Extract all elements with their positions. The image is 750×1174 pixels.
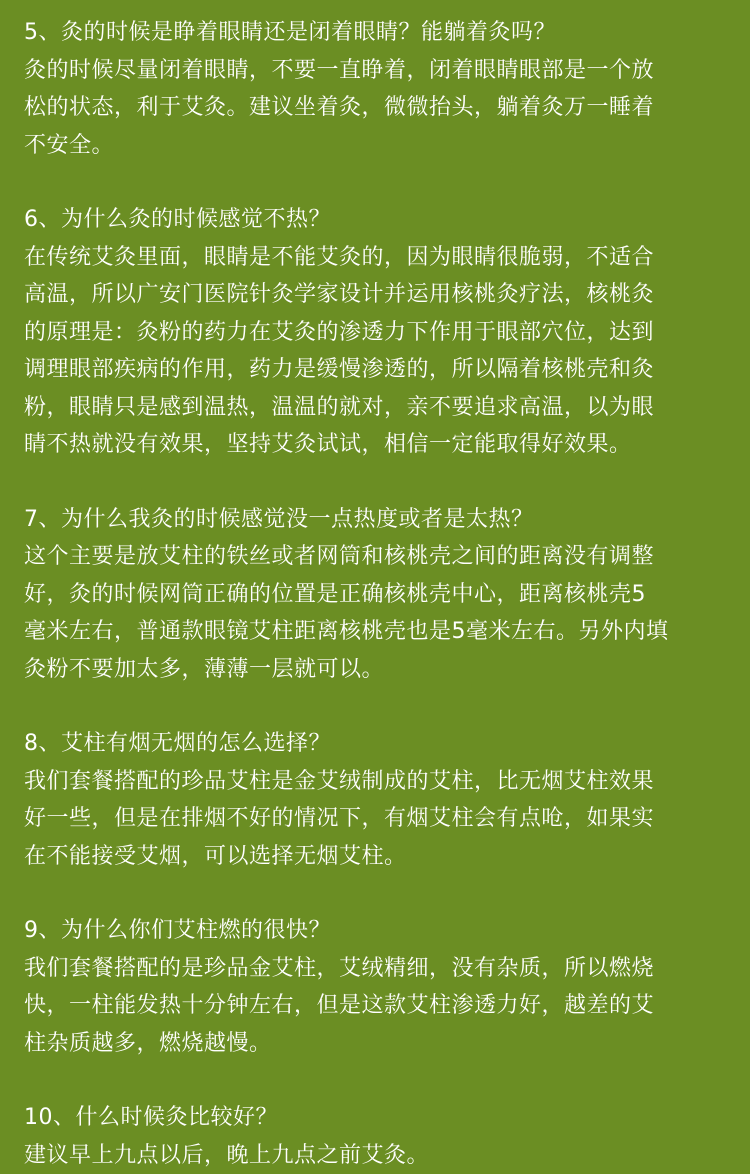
faq-item-8 <box>24 725 726 875</box>
faq-question: 6、为什么灸的时候感觉不热？ <box>24 201 726 239</box>
faq-item-5 <box>24 14 726 164</box>
faq-question: 9、为什么你们艾柱燃的很快？ <box>24 912 726 950</box>
faq-answer-line: 好一些，但是在排烟不好的情况下，有烟艾柱会有点呛，如果实 <box>24 800 726 838</box>
faq-answer-line: 好，灸的时候网筒正确的位置是正确核桃壳中心，距离核桃壳5 <box>24 576 726 614</box>
faq-answer-line: 我们套餐搭配的是珍品金艾柱，艾绒精细，没有杂质，所以燃烧 <box>24 950 726 988</box>
faq-answer-line: 这个主要是放艾柱的铁丝或者网筒和核桃壳之间的距离没有调整 <box>24 538 726 576</box>
faq-answer-line: 快，一柱能发热十分钟左右，但是这款艾柱渗透力好，越差的艾 <box>24 987 726 1025</box>
faq-answer-line: 灸的时候尽量闭着眼睛，不要一直睁着，闭着眼睛眼部是一个放 <box>24 52 726 90</box>
faq-answer-line: 建议早上九点以后，晚上九点之前艾灸。 <box>24 1137 726 1174</box>
faq-answer-line: 松的状态，利于艾灸。建议坐着灸，微微抬头，躺着灸万一睡着 <box>24 89 726 127</box>
faq-answer-line: 我们套餐搭配的珍品艾柱是金艾绒制成的艾柱，比无烟艾柱效果 <box>24 763 726 801</box>
faq-answer-line: 调理眼部疾病的作用，药力是缓慢渗透的，所以隔着核桃壳和灸 <box>24 351 726 389</box>
faq-answer-line: 灸粉不要加太多，薄薄一层就可以。 <box>24 651 726 689</box>
faq-answer-line: 高温，所以广安门医院针灸学家设计并运用核桃灸疗法，核桃灸 <box>24 276 726 314</box>
faq-item-6 <box>24 201 726 464</box>
faq-question: 5、灸的时候是睁着眼睛还是闭着眼睛？能躺着灸吗？ <box>24 14 726 52</box>
faq-item-9 <box>24 912 726 1062</box>
faq-answer-line: 粉，眼睛只是感到温热，温温的就对，亲不要追求高温，以为眼 <box>24 389 726 427</box>
faq-item-7 <box>24 501 726 689</box>
faq-answer-line: 不安全。 <box>24 127 726 165</box>
faq-answer-line: 毫米左右，普通款眼镜艾柱距离核桃壳也是5毫米左右。另外内填 <box>24 613 726 651</box>
faq-item-10 <box>24 1099 726 1174</box>
faq-answer-line: 的原理是：灸粉的药力在艾灸的渗透力下作用于眼部穴位，达到 <box>24 314 726 352</box>
faq-answer-line: 在传统艾灸里面，眼睛是不能艾灸的，因为眼睛很脆弱，不适合 <box>24 239 726 277</box>
faq-question: 10、什么时候灸比较好？ <box>24 1099 726 1137</box>
faq-question: 7、为什么我灸的时候感觉没一点热度或者是太热？ <box>24 501 726 539</box>
faq-answer-line: 睛不热就没有效果，坚持艾灸试试，相信一定能取得好效果。 <box>24 426 726 464</box>
faq-answer-line: 柱杂质越多，燃烧越慢。 <box>24 1025 726 1063</box>
faq-question: 8、艾柱有烟无烟的怎么选择？ <box>24 725 726 763</box>
faq-answer-line: 在不能接受艾烟，可以选择无烟艾柱。 <box>24 838 726 876</box>
